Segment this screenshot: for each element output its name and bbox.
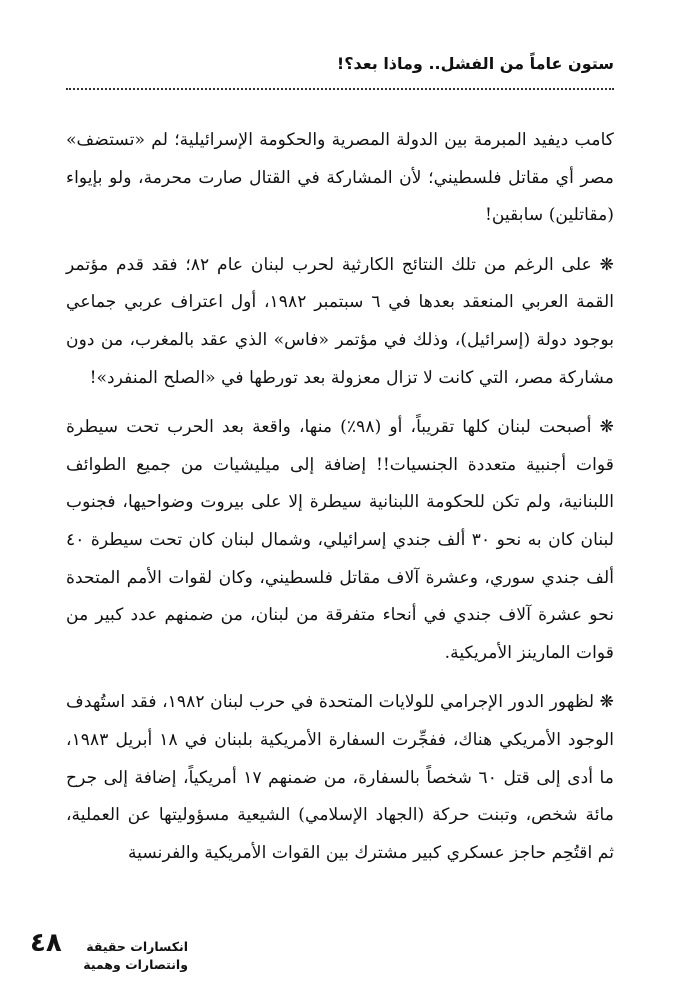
footer-book-title — [78, 938, 188, 974]
paragraph: ❋ أصبحت لبنان كلها تقريباً، أو (٩٨٪) منها، واقعة بعد الحرب تحت سيطرة قوات أجنبية متعددة الجنسيات!! إضافة إلى ميليشيات من جميع الطوائف اللبنانية، ولم تكن للحكومة اللبنانية سيطرة إلا على بيروت وضواحيها، فجنوب لبنان كان به نحو ٣٠ ألف جندي إسرائيلي، وشمال لبنان كان تحت سيطرة ٤٠ ألف جندي سوري، وعشرة آلاف مقاتل فلسطيني، وكان لقوات الأمم المتحدة نحو عشرة آلاف جندي في أنحاء متفرقة من لبنان، من ضمنهم عدد كبير من قوات المارينز الأمريكية. — [66, 417, 614, 663]
footer-title-line: انكسارات حقيقة — [86, 939, 188, 954]
paragraph: كامب ديفيد المبرمة بين الدولة المصرية والحكومة الإسرائيلية؛ لم «تستضف» مصر أي مقاتل فلسطيني؛ لأن المشاركة في القتال صارت محرمة، ولو بإيواء (مقاتلين) سابقين! — [66, 130, 614, 226]
running-header: ستون عاماً من الفشل.. وماذا بعد؟! — [336, 54, 614, 73]
header-dotted-rule — [66, 88, 614, 90]
page-number: ٤٨ — [30, 928, 62, 958]
paragraph: ❋ لظهور الدور الإجرامي للولايات المتحدة في حرب لبنان ١٩٨٢، فقد استُهدف الوجود الأمريكي هناك، ففجِّرت السفارة الأمريكية بلبنان في ١٨ أبريل ١٩٨٣، ما أدى إلى قتل ٦٠ شخصاً بالسفارة، من ضمنهم ١٧ أمريكياً، إضافة إلى جرح مائة شخص، وتبنت حركة (الجهاد الإسلامي) الشيعية مسؤوليتها عن العملية، ثم اقتُحِم حاجز عسكري كبير مشترك بين القوات الأمريكية والفرنسية — [66, 692, 615, 863]
footer-title-line: وانتصارات وهمية — [83, 957, 188, 972]
body-text — [66, 122, 614, 884]
paragraph: ❋ على الرغم من تلك النتائج الكارثية لحرب لبنان عام ٨٢؛ فقد قدم مؤتمر القمة العربي المنعقد بعدها في ٦ سبتمبر ١٩٨٢، أول اعتراف عربي جماعي بوجود دولة (إسرائيل)، وذلك في مؤتمر «فاس» الذي عقد بالمغرب، من دون مشاركة مصر، التي كانت لا تزال معزولة بعد تورطها في «الصلح المنفرد»! — [66, 254, 615, 388]
